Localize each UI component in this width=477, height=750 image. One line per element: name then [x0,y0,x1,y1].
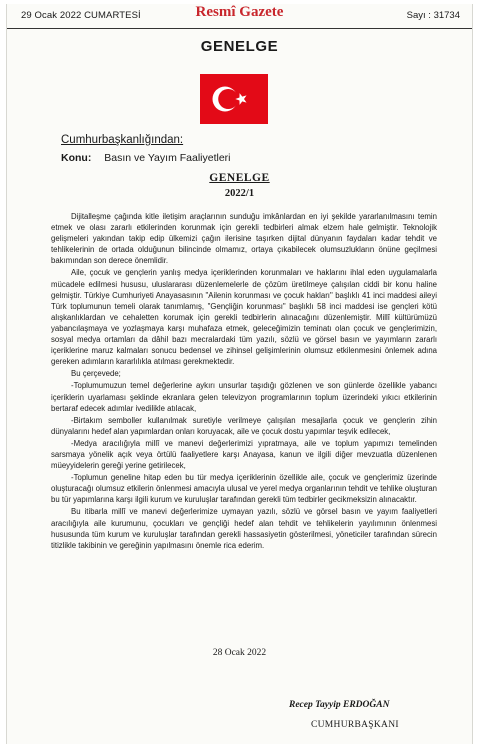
paragraph: -Medya aracılığıyla millî ve manevi değerlerimizi yıpratmaya, aile ve toplum yapımızı temelinden sarsmaya yönelik açık veya örtülü faaliyetlere karşı Anayasa, kanun ve ilgili diğer mevzuatla düzenlenen müeyyidelerin gereği yerine getirilecek, [51,438,437,471]
publication-date: 29 Ocak 2022 CUMARTESİ [21,10,141,21]
paragraph: Aile, çocuk ve gençlerin yanlış medya içeriklerinden korunmaları ve haklarını ihlal eden uygulamalarla mücadele edilmesi hususu, uluslararası düzenlemelerle de çözüm üretilmeye çalışılan ciddi bir konu haline gelmiştir. Türkiye Cumhuriyeti Anayasasının "Ailenin korunması ve çocuk hakları" başlıklı 41 inci maddesi aileyi Türk toplumunun temeli olarak tanımlamış, "Gençliğin korunması" başlıklı 58 inci maddesi ise gençleri kötü alışkanlıklardan ve cehaletten korumak için gerekli tedbirlerin alınacağını düzenlemiştir. Millî kültürümüzü yabancılaşmaya ve yozlaşmaya karşı muhafaza etmek, geleceğimizin teminatı olan çocuk ve gençlerimizin, sosyal medya ortamları da dâhil bazı mecralardaki tüm yazılı, sözlü ve görsel basın ve yayımların zararlı içeriklerine maruz kalmaları sonucu bedensel ve zihinsel gelişimlerinin olumsuz etkilenmesini önlemek adına gereken adımların kararlılıkla atılması gerekmektedir. [51,268,437,367]
paragraph: -Toplumumuzun temel değerlerine aykırı unsurlar taşıdığı gözlenen ve son günlerde özellikle yabancı içeriklerin uyarlaması şeklinde ekranlara gelen televizyon programlarının toplum üzerindeki yıkıcı etkilerinin bertaraf edecek adımlar ivedilikle atılacak, [51,381,437,413]
subject-line [61,152,231,164]
sender-line: Cumhurbaşkanlığından: [61,134,184,146]
paragraph: -Toplumun geneline hitap eden bu tür medya içeriklerinin özellikle aile, çocuk ve gençlerimiz üzerinde oluşturacağı olumsuz etkilerin önlenmesi amacıyla ulusal ve yerel medya organlarının tehdit ve tehlike oluşturan bu tür yapımlarına karşı ilgili kurum ve kuruluşlar tarafından gerekli tüm tedbirler gecikmeksizin alınacaktır. [51,473,437,505]
paragraph: Bu çerçevede; [71,369,121,379]
paragraph: Bu itibarla millî ve manevi değerlerimize uymayan yazılı, sözlü ve görsel basın ve yayım faaliyetleri aracılığıyla aile kurumunu, çocukları ve gençliği hedef alan tehdit ve tehlikelerin yayılımının önlenmesi hususunda tüm kurum ve kuruluşlar tarafından gerekli hassasiyetin gösterilmesi, yöneticiler tarafından sürecin titizlikle takibinin ve gereğinin yapılmasını önemle rica ederim. [51,507,437,550]
page-heading: GENELGE [200,38,279,55]
paragraph: -Birtakım semboller kullanılmak suretiyle verilmeye çalışılan mesajlarla çocuk ve gençlerin zihin dünyalarını hedef alan yapımlardan onları koruyacak, aile ve çocuk dostu yapımlar teşvik edilecek, [51,415,437,436]
subject-value: Basın ve Yayım Faaliyetleri [104,152,231,164]
masthead [7,4,472,29]
gazette-title: Resmî Gazete [195,4,284,20]
signatory-title: CUMHURBAŞKANI [311,720,399,730]
circular-body [51,211,437,552]
circular-number: 2022/1 [224,188,255,199]
paragraph: Dijitalleşme çağında kitle iletişim araçlarının sunduğu imkânlardan en iyi şekilde yararlanılmasını temin etmek ve olası zararlı etkilerinden korunmak için gerekli tedbirleri almak elzem hale gelmiştir. Teknolojik gelişmeleri yakından takip edip ülkemizi çağın ilerisine taşırken dijital dünyanın faydaları kadar tehdit ve tehlikelerinin de ortada olduğunun bilincinde olmamız, ortaya çıkabilecek olumsuzlukların önüne geçilmesi bakımından son derece önemlidir. [51,212,437,266]
signatory-name: Recep Tayyip ERDOĞAN [289,700,390,710]
subject-label: Konu: [61,152,92,164]
signature-date: 28 Ocak 2022 [212,648,267,658]
issue-number: Sayı : 31734 [406,10,460,21]
gazette-page [6,4,473,744]
circular-title: GENELGE [209,172,270,184]
turkish-flag-icon [200,74,268,124]
